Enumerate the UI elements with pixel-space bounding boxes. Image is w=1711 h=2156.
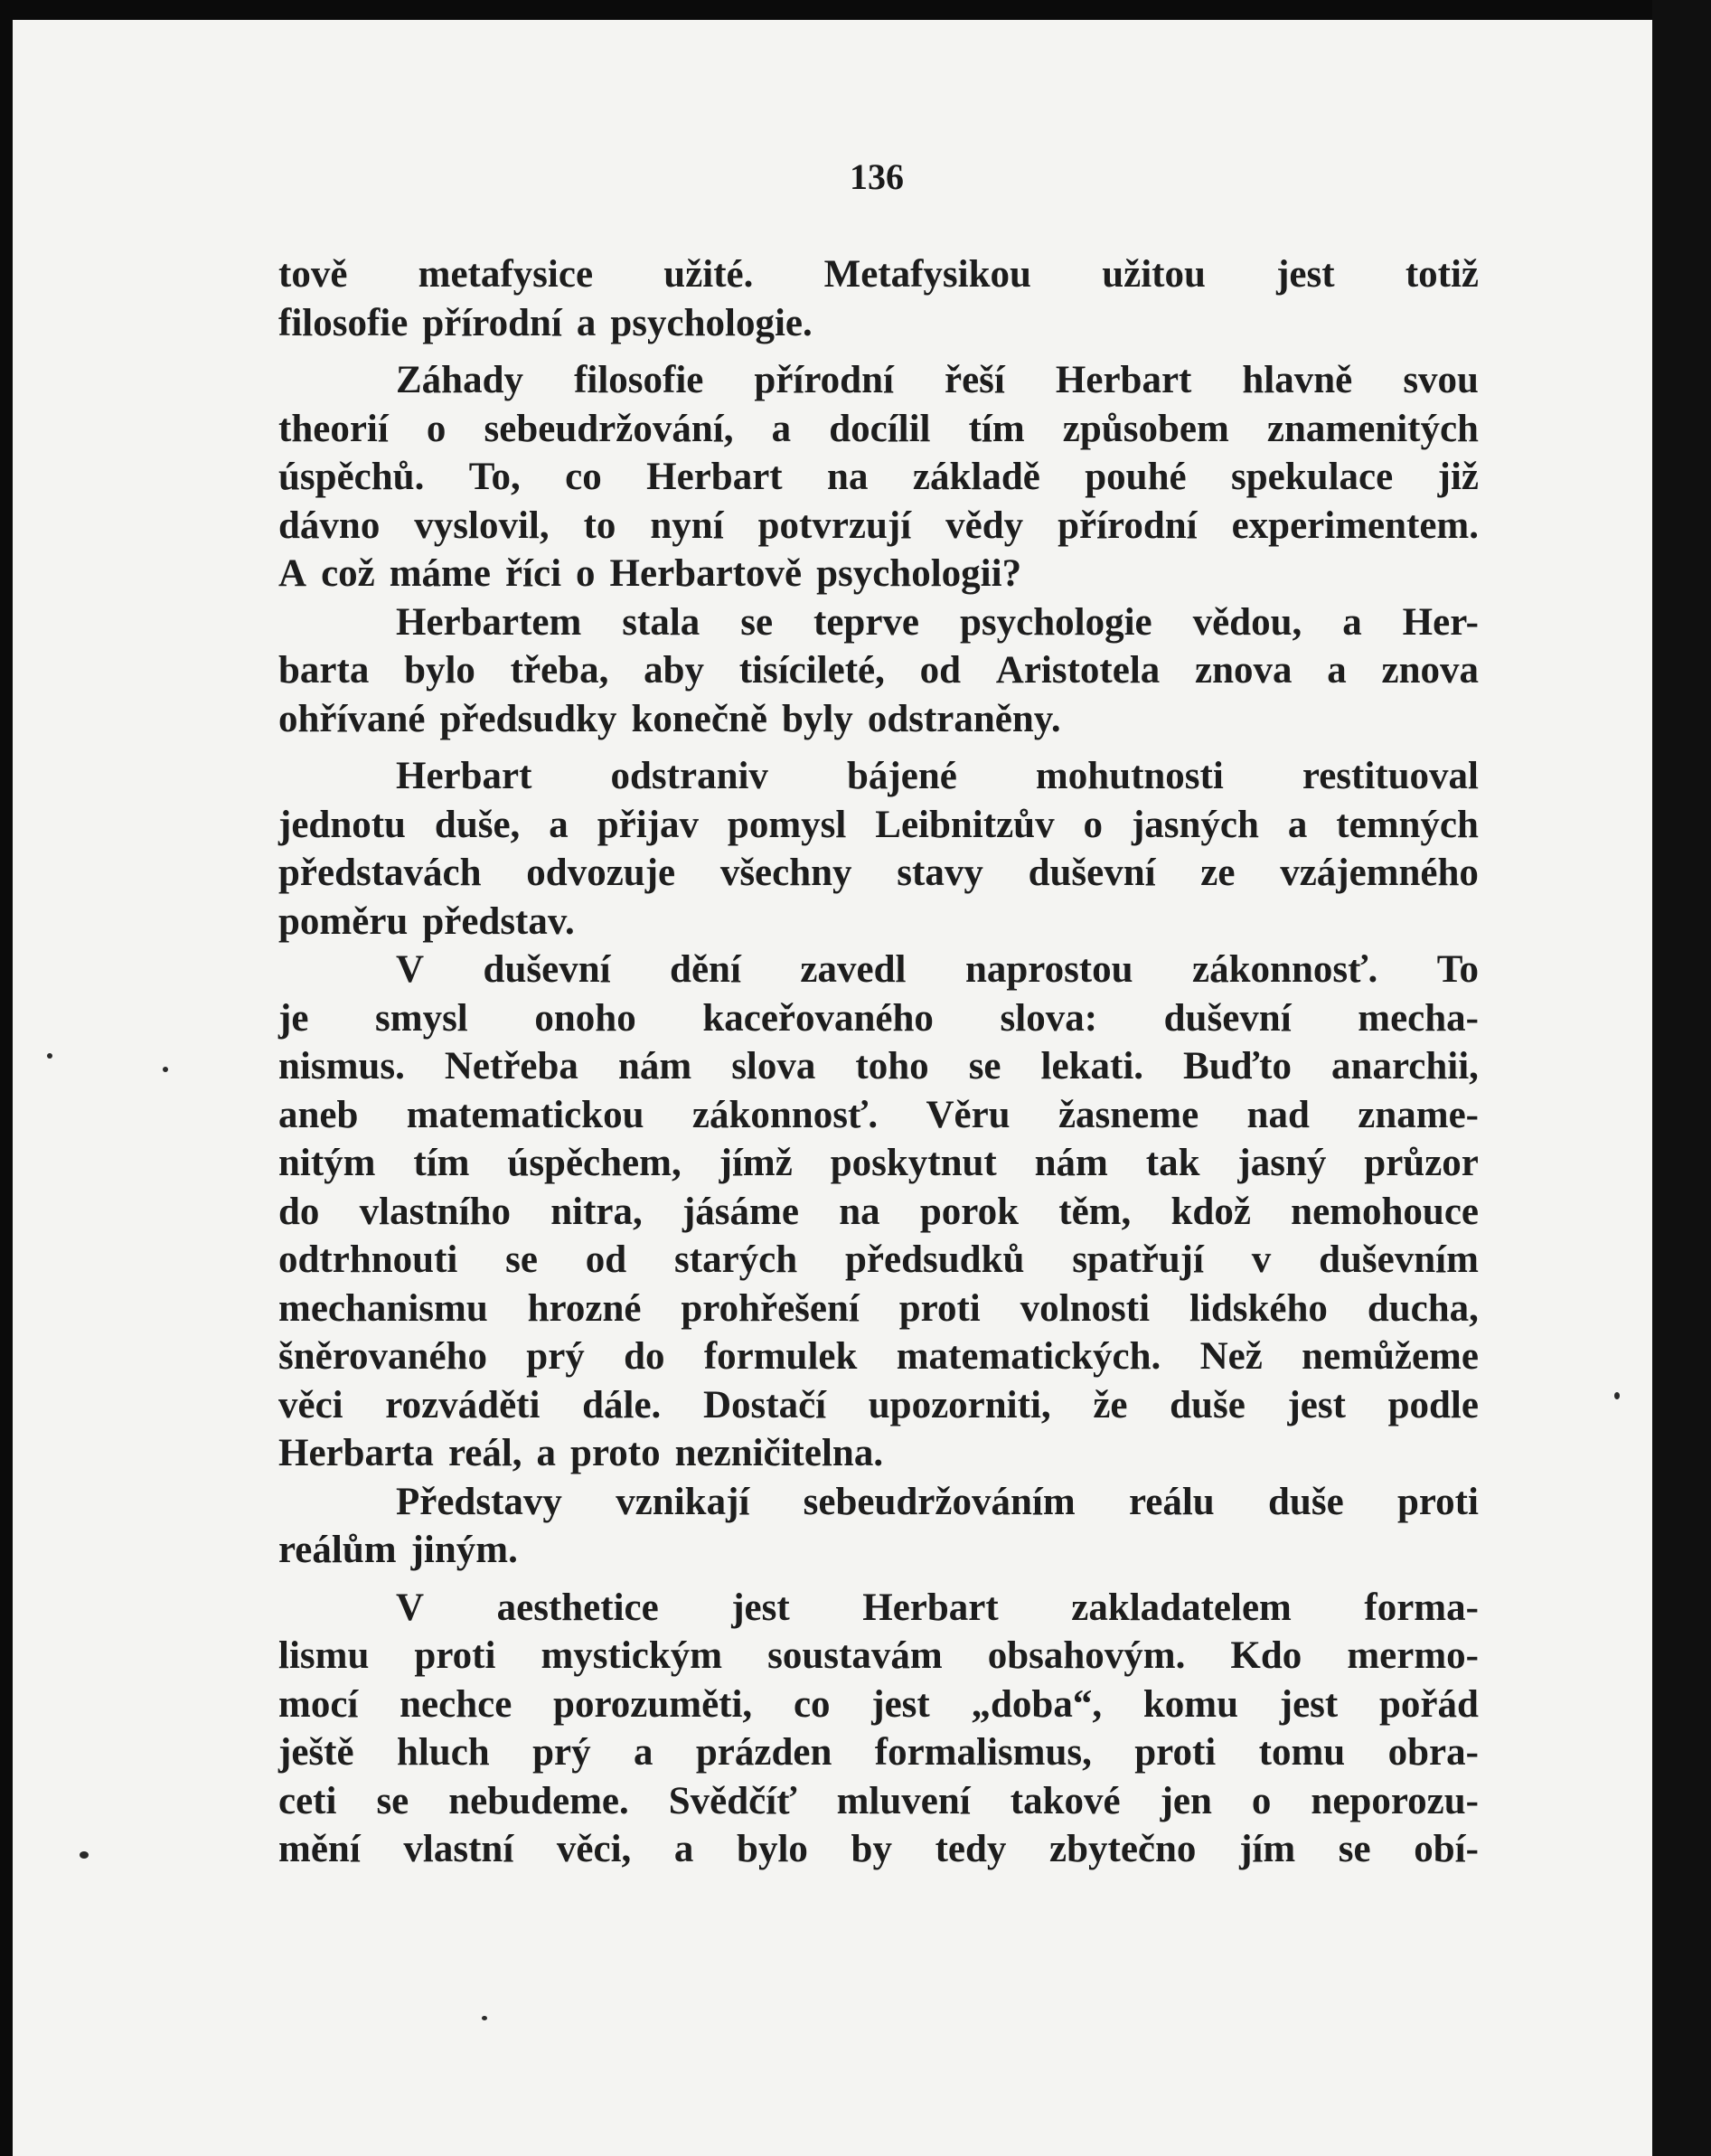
word: Než xyxy=(1199,1335,1263,1378)
text-line xyxy=(278,405,1479,454)
word: hluch xyxy=(396,1731,490,1774)
word: Metafysikou xyxy=(823,253,1031,296)
word: úspěchem, xyxy=(507,1142,682,1184)
word: to xyxy=(583,504,616,547)
word: onoho xyxy=(534,996,636,1040)
word: smysl xyxy=(375,996,468,1040)
text-line xyxy=(278,646,1479,695)
text-line xyxy=(278,1526,1479,1575)
word: V xyxy=(396,948,425,991)
word: tedy xyxy=(935,1828,1007,1870)
word: šněrovaného xyxy=(278,1335,487,1378)
word: průzor xyxy=(1364,1142,1479,1184)
word: Dostačí xyxy=(702,1383,827,1426)
word: tomu xyxy=(1258,1731,1346,1774)
word: Záhady xyxy=(396,359,524,401)
word: forma- xyxy=(1364,1586,1479,1629)
word: filosofie xyxy=(278,301,409,344)
word: mermo- xyxy=(1347,1634,1479,1677)
word: a xyxy=(673,1828,694,1870)
word: zbytečno xyxy=(1049,1828,1197,1870)
word: formalismus, xyxy=(874,1731,1092,1774)
text-line xyxy=(278,356,1479,405)
word: aby xyxy=(644,649,704,692)
word: zname- xyxy=(1358,1093,1479,1136)
word: se xyxy=(740,600,774,644)
word: mocí xyxy=(278,1682,359,1726)
text-line xyxy=(278,752,1479,801)
word: Her- xyxy=(1402,600,1479,644)
word: říci xyxy=(504,552,562,595)
word: o xyxy=(1251,1779,1272,1822)
text-line xyxy=(278,1728,1479,1777)
word: restituoval xyxy=(1302,755,1479,797)
word: zákonnosť. xyxy=(1192,948,1378,991)
word: duše, xyxy=(434,803,521,846)
scan-speck xyxy=(482,2016,487,2020)
word: pořád xyxy=(1378,1682,1479,1726)
word: jásáme xyxy=(682,1190,799,1233)
text-line xyxy=(278,1285,1479,1333)
word: úspěchů. xyxy=(278,456,425,498)
word: aesthetice xyxy=(496,1586,659,1629)
word: předsudků xyxy=(844,1238,1025,1281)
word: nitra, xyxy=(550,1190,643,1233)
word: obra- xyxy=(1387,1731,1479,1774)
word: nitým xyxy=(278,1142,376,1184)
word: všechny xyxy=(719,852,852,894)
word: a xyxy=(634,1731,653,1774)
word: předsudky xyxy=(439,697,617,740)
word: vědy xyxy=(945,504,1024,547)
word: zákonnosť. xyxy=(691,1093,879,1136)
word: Herbartem xyxy=(396,600,582,644)
word: psychologie. xyxy=(610,301,813,344)
word: porok xyxy=(919,1190,1020,1233)
word: prázden xyxy=(695,1731,832,1774)
word: vznikají xyxy=(616,1480,750,1523)
word: o xyxy=(1083,803,1104,846)
word: se xyxy=(1338,1828,1371,1870)
word: Kdo xyxy=(1230,1634,1302,1677)
text-line xyxy=(278,1188,1479,1237)
word: anarchii, xyxy=(1331,1045,1479,1087)
word: tak xyxy=(1145,1142,1200,1184)
word: těm, xyxy=(1058,1190,1132,1233)
text-line xyxy=(278,1091,1479,1140)
text-line xyxy=(278,994,1479,1043)
word: spekulace xyxy=(1231,456,1394,498)
word: proti xyxy=(1134,1731,1217,1774)
word: dávno xyxy=(278,504,381,547)
word: jest xyxy=(731,1586,790,1629)
word: reál, xyxy=(447,1432,522,1474)
word: jímž xyxy=(719,1142,793,1184)
word: což xyxy=(321,552,375,595)
word: duševní xyxy=(1163,996,1292,1040)
word: a xyxy=(536,1432,557,1474)
text-line xyxy=(278,1825,1479,1874)
word: duše xyxy=(1268,1480,1344,1523)
word: duševní xyxy=(483,948,611,991)
word: mechanismu xyxy=(278,1286,488,1330)
word: psychologii? xyxy=(816,552,1022,595)
word: dění xyxy=(670,948,741,991)
word: Leibnitzův xyxy=(875,803,1055,846)
word: Herbarta xyxy=(278,1432,434,1474)
word: temných xyxy=(1336,803,1479,846)
word: jiným. xyxy=(410,1529,518,1571)
word: proti xyxy=(1396,1480,1479,1523)
word: Věru xyxy=(926,1093,1011,1136)
word: ještě xyxy=(278,1731,354,1774)
word: Herbart xyxy=(396,755,532,797)
word: jest xyxy=(1287,1383,1346,1426)
word: věci, xyxy=(556,1828,632,1870)
word: prohřešení xyxy=(681,1286,860,1330)
word: odvozuje xyxy=(526,852,676,894)
word: takové xyxy=(1010,1779,1121,1822)
word: zavedl xyxy=(800,948,907,991)
word: sebeudržování, xyxy=(484,407,734,450)
word: Herbart xyxy=(862,1586,999,1629)
word: vlastního xyxy=(359,1190,511,1233)
word: představ. xyxy=(422,899,575,943)
word: aneb xyxy=(278,1093,359,1136)
word: a xyxy=(1327,649,1347,692)
text-line xyxy=(278,598,1479,647)
word: ceti xyxy=(278,1779,337,1822)
word: již xyxy=(1437,456,1479,498)
word: Svědčíť xyxy=(668,1779,797,1822)
text-line xyxy=(278,502,1479,551)
word: a xyxy=(549,803,569,846)
word: hlavně xyxy=(1242,359,1353,401)
word: barta xyxy=(278,649,370,692)
word: nad xyxy=(1246,1093,1310,1136)
word: formulek xyxy=(703,1335,858,1378)
word: metafysice xyxy=(418,253,594,296)
word: jest xyxy=(1279,1682,1339,1726)
word: co xyxy=(565,456,602,498)
word: jasný xyxy=(1237,1142,1327,1184)
word: volnosti xyxy=(1020,1286,1151,1330)
word: teprve xyxy=(813,600,920,644)
word: Aristotela xyxy=(995,649,1161,692)
word: nechce xyxy=(400,1682,512,1726)
scan-border xyxy=(1652,0,1711,2156)
word: kdož xyxy=(1170,1190,1251,1233)
scan-speck xyxy=(80,1851,89,1859)
word: odstraniv xyxy=(610,755,768,797)
text-line xyxy=(278,1632,1479,1681)
word: pouhé xyxy=(1085,456,1187,498)
word: a xyxy=(576,301,597,344)
word: tisícileté, xyxy=(738,649,885,692)
word: do xyxy=(624,1335,665,1378)
text-line xyxy=(278,849,1479,898)
text-line xyxy=(278,1478,1479,1527)
word: se xyxy=(505,1238,538,1281)
word: potvrzují xyxy=(757,504,912,547)
scan-speck xyxy=(163,1067,168,1072)
text-line xyxy=(278,1681,1479,1729)
word: mecha- xyxy=(1358,996,1479,1040)
word: základě xyxy=(912,456,1040,498)
word: by xyxy=(851,1828,892,1870)
word: obí- xyxy=(1414,1828,1479,1870)
word: máme xyxy=(389,552,491,595)
text-line xyxy=(278,1777,1479,1826)
word: duševním xyxy=(1319,1238,1479,1281)
word: matematickou xyxy=(406,1093,644,1136)
word: žasneme xyxy=(1058,1093,1199,1136)
word: nezničitelna. xyxy=(674,1432,884,1474)
word: vědou, xyxy=(1192,600,1302,644)
text-line xyxy=(278,946,1479,994)
word: A xyxy=(278,552,307,595)
word: jen xyxy=(1160,1779,1212,1822)
word: reálům xyxy=(278,1529,397,1571)
word: tově xyxy=(278,253,348,296)
text-line xyxy=(278,1584,1479,1633)
scan-speck xyxy=(1614,1392,1620,1399)
word: porozuměti, xyxy=(553,1682,753,1726)
word: nám xyxy=(1034,1142,1108,1184)
word: slova: xyxy=(1000,996,1098,1040)
word: proto xyxy=(570,1432,661,1474)
text-line xyxy=(278,801,1479,850)
word: jednotu xyxy=(278,803,406,846)
word: podle xyxy=(1387,1383,1479,1426)
word: mluvení xyxy=(836,1779,971,1822)
word: je xyxy=(278,996,309,1040)
page-number: 136 xyxy=(850,156,904,197)
word: znova xyxy=(1195,649,1293,692)
word: toho xyxy=(855,1045,929,1087)
word: jest xyxy=(871,1682,930,1726)
text-line xyxy=(278,299,1479,348)
word: lismu xyxy=(278,1634,370,1677)
text-line xyxy=(278,1236,1479,1285)
word: v xyxy=(1251,1238,1272,1281)
word: reálu xyxy=(1128,1480,1215,1523)
word: rozváděti xyxy=(385,1383,541,1426)
word: Buďto xyxy=(1183,1045,1292,1087)
word: Herbart xyxy=(1055,359,1192,401)
word: proti xyxy=(414,1634,496,1677)
word: od xyxy=(585,1238,627,1281)
word: a xyxy=(771,407,792,450)
word: starých xyxy=(674,1238,798,1281)
word: hrozné xyxy=(527,1286,642,1330)
word: nebudeme. xyxy=(448,1779,629,1822)
word: řeší xyxy=(945,359,1005,401)
word: způsobem xyxy=(1062,407,1229,450)
word: přijav xyxy=(597,803,699,846)
word: na xyxy=(839,1190,880,1233)
word: ducha, xyxy=(1367,1286,1479,1330)
word: naprostou xyxy=(964,948,1133,991)
scan-speck xyxy=(47,1053,52,1059)
word: neporozu- xyxy=(1311,1779,1479,1822)
text-line xyxy=(278,898,1479,946)
word: duše xyxy=(1170,1383,1246,1426)
word: soustavám xyxy=(767,1634,943,1677)
word: od xyxy=(919,649,962,692)
word: To xyxy=(1436,948,1479,991)
word: přírodní xyxy=(1058,504,1198,547)
word: obsahovým. xyxy=(987,1634,1186,1677)
word: odstraněny. xyxy=(867,697,1061,740)
text-line xyxy=(278,453,1479,502)
word: lidského xyxy=(1189,1286,1328,1330)
word: jest xyxy=(1276,253,1335,296)
word: slova xyxy=(731,1045,816,1087)
word: To, xyxy=(468,456,521,498)
text-line xyxy=(278,550,1479,598)
word: věci xyxy=(278,1383,343,1426)
word: mystickým xyxy=(541,1634,723,1677)
word: užité. xyxy=(663,253,754,296)
word: jím xyxy=(1239,1828,1296,1870)
word: spatřují xyxy=(1072,1238,1204,1281)
word: co xyxy=(793,1682,831,1726)
word: komu xyxy=(1142,1682,1238,1726)
word: stavy xyxy=(897,852,983,894)
word: proti xyxy=(898,1286,981,1330)
word: nemůžeme xyxy=(1302,1335,1479,1378)
word: bylo xyxy=(404,649,475,692)
word: že xyxy=(1093,1383,1128,1426)
word: vyslovil, xyxy=(414,504,550,547)
word: sebeudržováním xyxy=(803,1480,1076,1523)
word: se xyxy=(376,1779,409,1822)
word: pomysl xyxy=(727,803,847,846)
word: bájené xyxy=(847,755,957,797)
word: matematických. xyxy=(896,1335,1161,1378)
word: zakladatelem xyxy=(1071,1586,1292,1629)
word: bylo xyxy=(737,1828,808,1870)
word: filosofie xyxy=(574,359,704,401)
word: dále. xyxy=(582,1383,662,1426)
word: poměru xyxy=(278,899,409,943)
word: prý xyxy=(526,1335,585,1378)
word: o xyxy=(576,552,596,595)
word: poskytnut xyxy=(830,1142,997,1184)
text-line xyxy=(278,250,1479,299)
word: vlastní xyxy=(403,1828,514,1870)
word: třeba, xyxy=(510,649,609,692)
word: a xyxy=(1342,600,1362,644)
word: prý xyxy=(532,1731,591,1774)
word: svou xyxy=(1403,359,1479,401)
text-line xyxy=(278,1381,1479,1430)
word: se xyxy=(968,1045,1001,1087)
word: odtrhnouti xyxy=(278,1238,458,1281)
word: lekati. xyxy=(1040,1045,1144,1087)
word: jasných xyxy=(1131,803,1259,846)
text-line xyxy=(278,1042,1479,1091)
word: do xyxy=(278,1190,320,1233)
word: Herbartově xyxy=(609,552,803,595)
text-line xyxy=(278,1332,1479,1381)
word: Herbart xyxy=(646,456,783,498)
text-line xyxy=(278,1139,1479,1188)
word: konečně xyxy=(631,697,767,740)
word: užitou xyxy=(1102,253,1206,296)
word: znova xyxy=(1381,649,1479,692)
word: nyní xyxy=(650,504,724,547)
word: a xyxy=(1287,803,1308,846)
word: přírodní xyxy=(422,301,562,344)
word: experimentem. xyxy=(1231,504,1479,547)
word: tím xyxy=(413,1142,470,1184)
word: byly xyxy=(781,697,853,740)
word: o xyxy=(426,407,447,450)
word: V xyxy=(396,1586,425,1629)
word: mění xyxy=(278,1828,361,1870)
word: kaceřovaného xyxy=(702,996,934,1040)
word: ohřívané xyxy=(278,697,426,740)
word: nismus. xyxy=(278,1045,405,1087)
word: přírodní xyxy=(754,359,894,401)
word: znamenitých xyxy=(1266,407,1479,450)
word: mohutnosti xyxy=(1035,755,1224,797)
word: theorií xyxy=(278,407,389,450)
word: nemohouce xyxy=(1291,1190,1479,1233)
text-line xyxy=(278,695,1479,744)
word: představách xyxy=(278,852,482,894)
word: docílil xyxy=(829,407,931,450)
word: psychologie xyxy=(959,600,1152,644)
word: duševní xyxy=(1028,852,1156,894)
word: Netřeba xyxy=(444,1045,578,1087)
body-text xyxy=(278,250,1479,1874)
word: nám xyxy=(617,1045,692,1087)
word: vzájemného xyxy=(1280,852,1479,894)
word: „doba“, xyxy=(971,1682,1103,1726)
word: Představy xyxy=(396,1480,562,1523)
word: tím xyxy=(968,407,1025,450)
word: upozorniti, xyxy=(868,1383,1051,1426)
text-line xyxy=(278,1429,1479,1478)
word: na xyxy=(827,456,869,498)
word: ze xyxy=(1200,852,1236,894)
word: totiž xyxy=(1405,253,1479,296)
word: stala xyxy=(622,600,700,644)
